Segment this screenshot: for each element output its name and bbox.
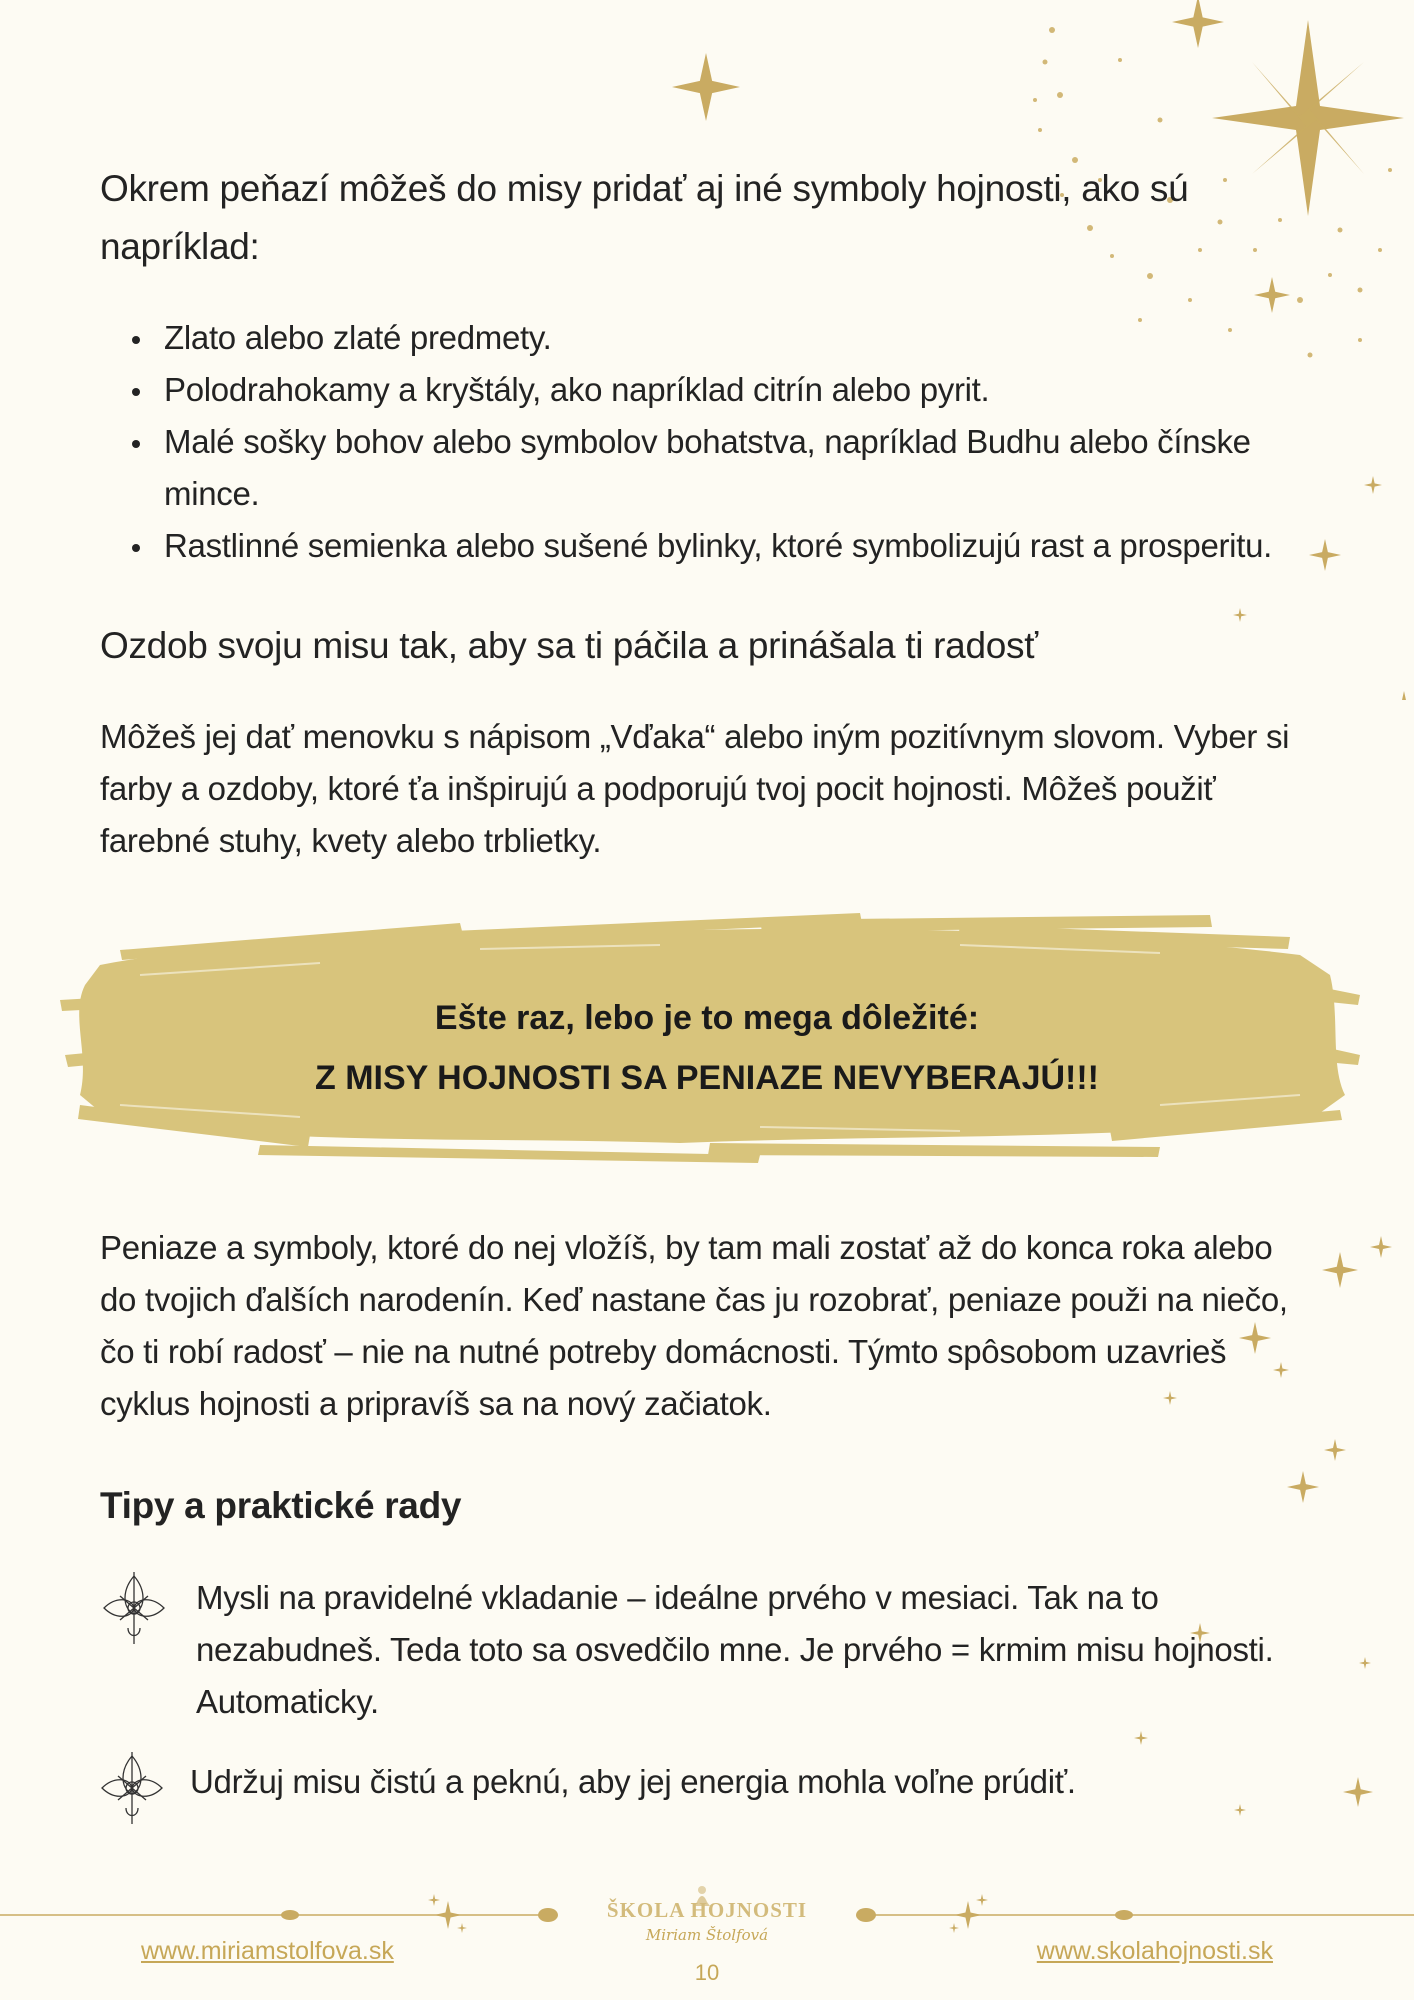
tip-item: Mysli na pravidelné vkladanie – ideálne prvého v mesiaci. Tak na to nezabudneš. Teda toto sa osvedčilo mne. Je prvého = krmim misu hojnosti. Automaticky. bbox=[196, 1579, 1274, 1720]
sacred-symbol-icon bbox=[100, 1748, 164, 1828]
school-logo: ŠKOLA HOJNOSTI bbox=[606, 1898, 808, 1922]
decoration-paragraph: Môžeš jej dať menovku s nápisom „Vďaka“ alebo iným pozitívnym slovom. Vyber si farby a ozdoby, ktoré ťa inšpirujú a podporujú tvoj pocit hojnosti. Môžeš použiť farebné stuhy, kvety alebo trblietky. bbox=[100, 718, 1290, 859]
symbol-list bbox=[100, 312, 1330, 572]
tip-item: Udržuj misu čistú a peknú, aby jej energia mohla voľne prúdiť. bbox=[190, 1763, 1076, 1800]
tips-heading: Tipy a praktické rady bbox=[100, 1485, 462, 1526]
callout-line-2: Z MISY HOJNOSTI SA PENIAZE NEVYBERAJÚ!!! bbox=[315, 1059, 1099, 1097]
list-item: Rastlinné semienka alebo sušené bylinky, ktoré symbolizujú rast a prosperitu. bbox=[100, 520, 1330, 572]
keep-money-paragraph: Peniaze a symboly, ktoré do nej vložíš, by tam mali zostať až do konca roka alebo do tvojich ďalších narodenín. Keď nastane čas ju rozobrať, peniaze použi na niečo, čo ti robí radosť – nie na nutné potreby domácnosti. Týmto spôsobom uzavrieš cyklus hojnosti a pripravíš sa na nový začiatok. bbox=[100, 1229, 1288, 1422]
miriam-website-link[interactable]: www.miriamstolfova.sk bbox=[141, 1937, 394, 1965]
list-item: Malé sošky bohov alebo symbolov bohatstva, napríklad Budhu alebo čínske mince. bbox=[100, 416, 1330, 520]
school-website-link[interactable]: www.skolahojnosti.sk bbox=[1036, 1937, 1273, 1965]
section-subheading: Ozdob svoju misu tak, aby sa ti páčila a prinášala ti radosť bbox=[100, 625, 1038, 666]
list-item: Polodrahokamy a kryštály, ako napríklad citrín alebo pyrit. bbox=[100, 364, 1330, 416]
sacred-symbol-icon bbox=[102, 1568, 166, 1648]
page-number: 10 bbox=[694, 1960, 720, 1985]
callout-line-1: Ešte raz, lebo je to mega dôležité: bbox=[434, 999, 980, 1037]
signature: Miriam Štolfová bbox=[645, 1926, 769, 1944]
list-item: Zlato alebo zlaté predmety. bbox=[100, 312, 1330, 364]
intro-text: Okrem peňazí môžeš do misy pridať aj iné symboly hojnosti, ako sú napríklad: bbox=[100, 168, 1189, 267]
important-callout bbox=[100, 988, 1314, 1108]
